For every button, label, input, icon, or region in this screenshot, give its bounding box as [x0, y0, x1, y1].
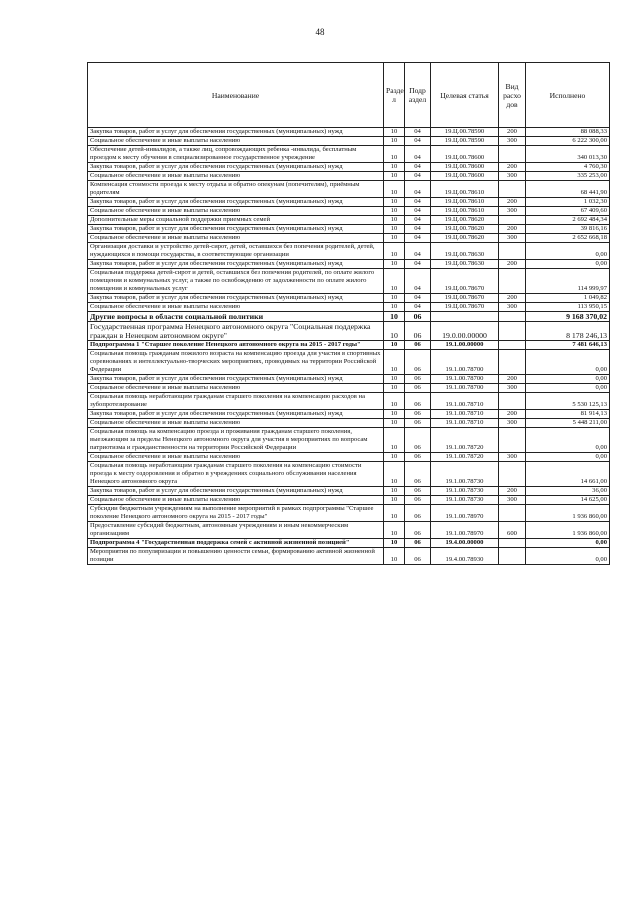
row-subsection: 06	[405, 462, 431, 487]
table-row	[88, 243, 610, 260]
row-target-article: 19.Ц.00.78620	[431, 216, 499, 225]
table-row	[88, 419, 610, 428]
table-row	[88, 428, 610, 453]
row-executed: 2 692 484,34	[526, 216, 610, 225]
row-expense-type: 300	[499, 384, 526, 393]
page-number: 48	[315, 27, 325, 37]
row-expense-type	[499, 322, 526, 341]
table-row	[88, 539, 610, 548]
row-section: 10	[384, 419, 405, 428]
row-name: Закупка товаров, работ и услуг для обеспечения государственных (муниципальных) нужд	[88, 128, 384, 137]
row-subsection: 04	[405, 198, 431, 207]
row-subsection: 04	[405, 294, 431, 303]
row-section: 10	[384, 410, 405, 419]
table-row	[88, 393, 610, 410]
row-name: Социальное обеспечение и иные выплаты населению	[88, 137, 384, 146]
row-target-article: 19.1.00.78720	[431, 453, 499, 462]
row-subsection: 06	[405, 419, 431, 428]
row-subsection: 06	[405, 375, 431, 384]
row-executed: 0,00	[526, 260, 610, 269]
row-section: 10	[384, 312, 405, 322]
row-name: Подпрограмма 1 "Старшее поколение Ненецкого автономного округа на 2015 - 2017 годы"	[88, 341, 384, 350]
row-expense-type: 300	[499, 496, 526, 505]
row-section: 10	[384, 539, 405, 548]
row-subsection: 04	[405, 269, 431, 294]
row-target-article: 19.0.00.00000	[431, 322, 499, 341]
row-name: Закупка товаров, работ и услуг для обеспечения государственных (муниципальных) нужд	[88, 225, 384, 234]
row-target-article: 19.1.00.78970	[431, 505, 499, 522]
row-target-article: 19.Ц.00.78590	[431, 137, 499, 146]
table-row	[88, 487, 610, 496]
row-expense-type	[499, 462, 526, 487]
row-section: 10	[384, 243, 405, 260]
row-section: 10	[384, 341, 405, 350]
row-expense-type	[499, 539, 526, 548]
table-row	[88, 312, 610, 322]
row-executed: 0,00	[526, 548, 610, 565]
row-section: 10	[384, 294, 405, 303]
row-name: Социальное обеспечение и иные выплаты населению	[88, 496, 384, 505]
row-subsection: 04	[405, 137, 431, 146]
row-name: Субсидии бюджетным учреждениям на выполнение мероприятий в рамках подпрограммы "Старшее поколение Ненецкого автономного округа на 2015 - 2017 годы"	[88, 505, 384, 522]
row-expense-type	[499, 428, 526, 453]
row-subsection: 04	[405, 303, 431, 312]
row-expense-type	[499, 269, 526, 294]
row-target-article: 19.4.00.00000	[431, 539, 499, 548]
row-subsection: 04	[405, 234, 431, 243]
row-expense-type: 200	[499, 375, 526, 384]
row-expense-type: 200	[499, 487, 526, 496]
row-executed: 1 032,30	[526, 198, 610, 207]
row-target-article: 19.Ц.00.78670	[431, 269, 499, 294]
row-name: Государственная программа Ненецкого автономного округа "Социальная поддержка граждан в Ненецком автономном округе"	[88, 322, 384, 341]
row-subsection: 04	[405, 181, 431, 198]
row-name: Закупка товаров, работ и услуг для обеспечения государственных (муниципальных) нужд	[88, 198, 384, 207]
row-name: Закупка товаров, работ и услуг для обеспечения государственных (муниципальных) нужд	[88, 375, 384, 384]
row-subsection: 06	[405, 350, 431, 375]
row-executed: 88 088,33	[526, 128, 610, 137]
row-target-article	[431, 312, 499, 322]
row-subsection: 06	[405, 428, 431, 453]
row-expense-type	[499, 548, 526, 565]
row-target-article: 19.1.00.00000	[431, 341, 499, 350]
row-expense-type	[499, 312, 526, 322]
row-name: Социальное обеспечение и иные выплаты населению	[88, 234, 384, 243]
row-executed: 67 409,60	[526, 207, 610, 216]
row-name: Подпрограмма 4 "Государственная поддержка семей с активной жизненной позицией"	[88, 539, 384, 548]
row-subsection: 04	[405, 216, 431, 225]
row-subsection: 06	[405, 384, 431, 393]
row-executed: 2 652 668,18	[526, 234, 610, 243]
row-executed: 5 448 211,00	[526, 419, 610, 428]
row-target-article: 19.1.00.78730	[431, 462, 499, 487]
table-row	[88, 303, 610, 312]
row-name: Социальное обеспечение и иные выплаты населению	[88, 384, 384, 393]
row-executed: 0,00	[526, 375, 610, 384]
table-row	[88, 410, 610, 419]
row-executed: 36,00	[526, 487, 610, 496]
row-name: Социальная помощь неработающим гражданам старшего поколения на компенсацию стоимости проезда к месту оздоровления и обратно в учреждениях социального обслуживания населения Ненецкого автономного округа	[88, 462, 384, 487]
row-target-article: 19.Ц.00.78620	[431, 234, 499, 243]
row-expense-type: 200	[499, 198, 526, 207]
row-name: Закупка товаров, работ и услуг для обеспечения государственных (муниципальных) нужд	[88, 163, 384, 172]
row-target-article: 19.Ц.00.78610	[431, 181, 499, 198]
row-executed: 6 222 300,00	[526, 137, 610, 146]
row-subsection: 04	[405, 225, 431, 234]
row-name: Обеспечение детей-инвалидов, а также лиц, сопровождающих ребенка -инвалида, бесплатным проездом к месту обучения в специализированное государственное учреждение	[88, 146, 384, 163]
row-target-article: 19.Ц.00.78630	[431, 243, 499, 260]
row-name: Закупка товаров, работ и услуг для обеспечения государственных (муниципальных) нужд	[88, 260, 384, 269]
table-row	[88, 137, 610, 146]
row-section: 10	[384, 225, 405, 234]
table-row	[88, 128, 610, 137]
row-subsection: 06	[405, 487, 431, 496]
row-section: 10	[384, 198, 405, 207]
row-section: 10	[384, 505, 405, 522]
row-expense-type: 200	[499, 128, 526, 137]
row-subsection: 06	[405, 393, 431, 410]
row-subsection: 04	[405, 146, 431, 163]
row-subsection: 06	[405, 539, 431, 548]
row-executed: 1 049,82	[526, 294, 610, 303]
row-section: 10	[384, 269, 405, 294]
row-executed: 113 950,15	[526, 303, 610, 312]
row-expense-type: 300	[499, 303, 526, 312]
row-section: 10	[384, 146, 405, 163]
row-section: 10	[384, 303, 405, 312]
row-executed: 9 168 370,02	[526, 312, 610, 322]
row-target-article: 19.1.00.78710	[431, 419, 499, 428]
row-expense-type	[499, 181, 526, 198]
row-section: 10	[384, 207, 405, 216]
row-executed: 0,00	[526, 243, 610, 260]
row-name: Другие вопросы в области социальной политики	[88, 312, 384, 322]
row-section: 10	[384, 393, 405, 410]
row-subsection: 06	[405, 548, 431, 565]
row-executed: 114 999,97	[526, 269, 610, 294]
row-name: Социальное обеспечение и иные выплаты населению	[88, 453, 384, 462]
row-section: 10	[384, 163, 405, 172]
table-header-row	[88, 63, 610, 128]
row-expense-type	[499, 505, 526, 522]
table-row	[88, 198, 610, 207]
row-expense-type: 300	[499, 419, 526, 428]
row-executed: 7 481 646,13	[526, 341, 610, 350]
row-executed: 0,00	[526, 539, 610, 548]
table-row	[88, 172, 610, 181]
row-subsection: 06	[405, 453, 431, 462]
row-target-article: 19.1.00.78710	[431, 410, 499, 419]
header-target-article: Целевая статья	[431, 63, 499, 128]
row-name: Социальное обеспечение и иные выплаты населению	[88, 207, 384, 216]
row-section: 10	[384, 350, 405, 375]
table-row	[88, 269, 610, 294]
row-expense-type	[499, 243, 526, 260]
row-executed: 4 760,30	[526, 163, 610, 172]
row-executed: 0,00	[526, 384, 610, 393]
row-name: Закупка товаров, работ и услуг для обеспечения государственных (муниципальных) нужд	[88, 410, 384, 419]
row-subsection: 06	[405, 312, 431, 322]
row-section: 10	[384, 487, 405, 496]
row-subsection: 06	[405, 322, 431, 341]
row-executed: 39 816,16	[526, 225, 610, 234]
row-executed: 0,00	[526, 453, 610, 462]
row-expense-type	[499, 350, 526, 375]
row-expense-type: 600	[499, 522, 526, 539]
row-name: Дополнительные меры социальной поддержки приемных семей	[88, 216, 384, 225]
row-section: 10	[384, 548, 405, 565]
row-section: 10	[384, 172, 405, 181]
row-executed: 1 936 860,00	[526, 505, 610, 522]
row-target-article: 19.Ц.00.78670	[431, 303, 499, 312]
table-row	[88, 260, 610, 269]
row-subsection: 04	[405, 172, 431, 181]
row-name: Социальное обеспечение и иные выплаты населению	[88, 419, 384, 428]
row-name: Закупка товаров, работ и услуг для обеспечения государственных (муниципальных) нужд	[88, 487, 384, 496]
row-subsection: 06	[405, 496, 431, 505]
table-row	[88, 522, 610, 539]
row-expense-type	[499, 341, 526, 350]
row-name: Социальная помощь неработающим гражданам старшего поколения на компенсацию расходов на зубопротезирование	[88, 393, 384, 410]
row-section: 10	[384, 137, 405, 146]
table-row	[88, 294, 610, 303]
row-executed: 1 936 860,00	[526, 522, 610, 539]
row-section: 10	[384, 384, 405, 393]
row-name: Социальная поддержка детей-сирот и детей, оставшихся без попечения родителей, по оплате жилого помещения и коммунальных услуг, а также по освобождению от задолженности по оплате жилого помещения и коммунальных услуг	[88, 269, 384, 294]
row-target-article: 19.Ц.00.78590	[431, 128, 499, 137]
row-section: 10	[384, 322, 405, 341]
header-subsection: Подр аздел	[405, 63, 431, 128]
row-section: 10	[384, 462, 405, 487]
row-name: Закупка товаров, работ и услуг для обеспечения государственных (муниципальных) нужд	[88, 294, 384, 303]
row-expense-type: 200	[499, 225, 526, 234]
table-row	[88, 207, 610, 216]
row-subsection: 06	[405, 522, 431, 539]
row-expense-type: 300	[499, 234, 526, 243]
table-row	[88, 225, 610, 234]
row-expense-type: 300	[499, 207, 526, 216]
row-executed: 8 178 246,13	[526, 322, 610, 341]
row-executed: 0,00	[526, 350, 610, 375]
row-subsection: 04	[405, 163, 431, 172]
row-name: Социальное обеспечение и иные выплаты населению	[88, 172, 384, 181]
row-subsection: 04	[405, 207, 431, 216]
row-target-article: 19.1.00.78970	[431, 522, 499, 539]
row-expense-type: 200	[499, 260, 526, 269]
table-row	[88, 462, 610, 487]
row-executed: 81 914,13	[526, 410, 610, 419]
row-executed: 0,00	[526, 428, 610, 453]
table-row	[88, 322, 610, 341]
row-target-article: 19.1.00.78730	[431, 487, 499, 496]
row-subsection: 04	[405, 243, 431, 260]
row-executed: 5 530 125,13	[526, 393, 610, 410]
row-target-article: 19.1.00.78700	[431, 384, 499, 393]
row-subsection: 06	[405, 410, 431, 419]
row-target-article: 19.Ц.00.78600	[431, 146, 499, 163]
row-executed: 68 441,90	[526, 181, 610, 198]
row-expense-type: 200	[499, 163, 526, 172]
row-name: Организация доставки и устройство детей-сирот, детей, оставшихся без попечения родителей, детей, нуждающихся в помощи государства, в соответствующие организации	[88, 243, 384, 260]
row-name: Социальная помощь на компенсацию проезда и проживания гражданам старшего поколения, выезжающим за пределы Ненецкого автономного округа для участия в мероприятиях по вопросам патриотизма и гражданственности на территории Российской Федерации	[88, 428, 384, 453]
row-section: 10	[384, 375, 405, 384]
header-section: Разде л	[384, 63, 405, 128]
row-target-article: 19.1.00.78700	[431, 375, 499, 384]
row-executed: 14 661,00	[526, 462, 610, 487]
row-section: 10	[384, 522, 405, 539]
table-row	[88, 496, 610, 505]
row-name: Социальное обеспечение и иные выплаты населению	[88, 303, 384, 312]
table-row	[88, 505, 610, 522]
row-name: Компенсация стоимости проезда к месту отдыха и обратно опекунам (попечителям), приёмным родителям	[88, 181, 384, 198]
table-row	[88, 163, 610, 172]
table-row	[88, 181, 610, 198]
row-target-article: 19.4.00.78930	[431, 548, 499, 565]
row-target-article: 19.Ц.00.78630	[431, 260, 499, 269]
row-name: Предоставление субсидий бюджетным, автономным учреждениям и иным некоммерческим организациям	[88, 522, 384, 539]
table-row	[88, 453, 610, 462]
row-expense-type: 200	[499, 294, 526, 303]
row-section: 10	[384, 496, 405, 505]
row-expense-type: 300	[499, 137, 526, 146]
row-executed: 335 253,00	[526, 172, 610, 181]
row-name: Мероприятия по популяризации и повышению ценности семьи, формированию активной жизненной позиции	[88, 548, 384, 565]
header-executed: Исполнено	[526, 63, 610, 128]
table-row	[88, 234, 610, 243]
header-expense-type: Вид расхо дов	[499, 63, 526, 128]
row-target-article: 19.1.00.78730	[431, 496, 499, 505]
row-executed: 340 013,30	[526, 146, 610, 163]
table-row	[88, 350, 610, 375]
row-expense-type: 300	[499, 172, 526, 181]
table-row	[88, 341, 610, 350]
row-target-article: 19.Ц.00.78670	[431, 294, 499, 303]
row-target-article: 19.Ц.00.78600	[431, 172, 499, 181]
row-subsection: 06	[405, 341, 431, 350]
row-section: 10	[384, 216, 405, 225]
row-target-article: 19.Ц.00.78600	[431, 163, 499, 172]
row-section: 10	[384, 128, 405, 137]
table-row	[88, 375, 610, 384]
row-expense-type	[499, 146, 526, 163]
row-target-article: 19.Ц.00.78610	[431, 207, 499, 216]
row-subsection: 04	[405, 128, 431, 137]
row-expense-type	[499, 393, 526, 410]
header-name: Наименование	[88, 63, 384, 128]
row-expense-type: 300	[499, 453, 526, 462]
row-target-article: 19.Ц.00.78620	[431, 225, 499, 234]
row-expense-type	[499, 216, 526, 225]
table-row	[88, 548, 610, 565]
table-row	[88, 146, 610, 163]
row-executed: 14 625,00	[526, 496, 610, 505]
budget-table	[87, 62, 610, 565]
row-target-article: 19.1.00.78710	[431, 393, 499, 410]
row-target-article: 19.Ц.00.78610	[431, 198, 499, 207]
table-row	[88, 384, 610, 393]
row-section: 10	[384, 428, 405, 453]
table-row	[88, 216, 610, 225]
row-target-article: 19.1.00.78720	[431, 428, 499, 453]
row-section: 10	[384, 453, 405, 462]
row-target-article: 19.1.00.78700	[431, 350, 499, 375]
row-section: 10	[384, 260, 405, 269]
row-expense-type: 200	[499, 410, 526, 419]
row-subsection: 06	[405, 505, 431, 522]
row-subsection: 04	[405, 260, 431, 269]
row-name: Социальная помощь гражданам пожилого возраста на компенсацию проезда для участия в спортивных соревнованиях и интеллектуально-творческих мероприятиях, проводимых на территории Российской Федерации	[88, 350, 384, 375]
row-section: 10	[384, 234, 405, 243]
row-section: 10	[384, 181, 405, 198]
